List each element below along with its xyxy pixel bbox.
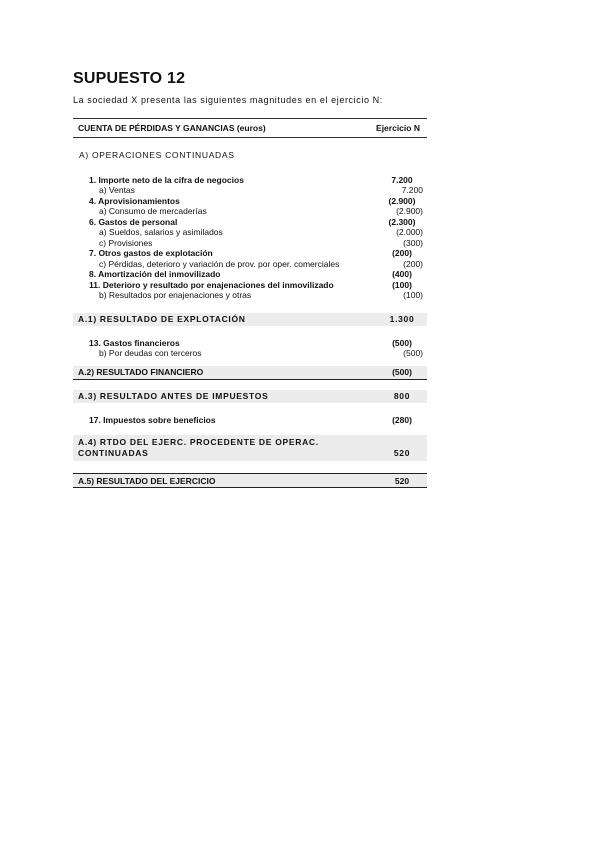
row-label: 8. Amortización del inmovilizado bbox=[89, 269, 221, 279]
page-title: SUPUESTO 12 bbox=[73, 70, 186, 87]
table-row bbox=[73, 290, 427, 301]
row-value: (2.900) bbox=[396, 206, 423, 216]
row-value: 7.200 bbox=[401, 185, 423, 195]
subtotal-a5 bbox=[73, 473, 427, 488]
row-value: (200) bbox=[392, 248, 412, 258]
subtotal-label: A.5) RESULTADO DEL EJERCICIO bbox=[78, 475, 216, 486]
subtotal-a1 bbox=[73, 313, 427, 326]
table-row bbox=[73, 280, 427, 291]
row-value: (2.900) bbox=[388, 195, 416, 206]
row-value: (2.300) bbox=[388, 216, 416, 227]
table-header bbox=[73, 118, 427, 138]
row-label: b) Por deudas con terceros bbox=[99, 348, 202, 358]
row-value: (2.000) bbox=[396, 227, 423, 237]
row-label: 1. Importe neto de la cifra de negocios bbox=[89, 174, 244, 185]
table-row bbox=[73, 196, 427, 207]
table-row bbox=[73, 185, 427, 196]
subtotal-label: A.3) RESULTADO ANTES DE IMPUESTOS bbox=[78, 391, 269, 401]
row-label: 11. Deterioro y resultado por enajenaciones del inmovilizado bbox=[89, 279, 334, 290]
subtotal-value: 520 bbox=[393, 448, 411, 458]
table-row bbox=[73, 175, 427, 186]
row-value: (200) bbox=[403, 258, 423, 269]
table-row bbox=[73, 348, 427, 359]
subtotal-label-line-2: CONTINUADAS bbox=[78, 448, 149, 458]
row-label: a) Consumo de mercaderías bbox=[99, 206, 207, 216]
table-row bbox=[73, 338, 427, 349]
subtotal-a2 bbox=[73, 366, 427, 380]
subtotal-label: A.1) RESULTADO DE EXPLOTACIÓN bbox=[78, 314, 246, 324]
row-value: 7.200 bbox=[391, 174, 413, 185]
row-value: (100) bbox=[392, 279, 412, 290]
subtotal-value: 520 bbox=[394, 475, 410, 486]
row-value: (500) bbox=[392, 337, 412, 348]
table-row bbox=[73, 238, 427, 249]
subtotal-value: 1.300 bbox=[389, 314, 415, 324]
row-value: (500) bbox=[403, 348, 423, 358]
income-statement-table bbox=[73, 118, 427, 488]
row-label: a) Sueldos, salarios y asimilados bbox=[99, 227, 223, 237]
row-value: (100) bbox=[403, 290, 423, 300]
row-value: (300) bbox=[403, 237, 423, 248]
table-row bbox=[73, 227, 427, 238]
subtotal-value: (500) bbox=[392, 367, 412, 377]
section-a-title bbox=[73, 150, 427, 161]
row-label: 4. Aprovisionamientos bbox=[89, 195, 180, 206]
subtotal-a4 bbox=[73, 435, 427, 461]
table-row bbox=[73, 217, 427, 228]
section-a-label: A) OPERACIONES CONTINUADAS bbox=[79, 150, 235, 160]
row-label: 17. Impuestos sobre beneficios bbox=[89, 414, 216, 425]
row-value: (280) bbox=[392, 414, 412, 425]
subtotal-value: 800 bbox=[393, 391, 411, 401]
intro-text: La sociedad X presenta las siguientes magnitudes en el ejercicio N: bbox=[73, 95, 383, 105]
row-label: 7. Otros gastos de explotación bbox=[89, 248, 213, 258]
table-row bbox=[73, 259, 427, 270]
subtotal-label: A.2) RESULTADO FINANCIERO bbox=[78, 367, 204, 377]
row-label: c) Provisiones bbox=[99, 237, 153, 248]
row-label: 13. Gastos financieros bbox=[89, 337, 180, 348]
subtotal-a3 bbox=[73, 390, 427, 403]
row-label: c) Pérdidas, deterioro y variación de prov. por oper. comerciales bbox=[99, 258, 340, 269]
header-label: CUENTA DE PÉRDIDAS Y GANANCIAS (euros) bbox=[78, 123, 266, 133]
table-row bbox=[73, 269, 427, 280]
row-label: 6. Gastos de personal bbox=[89, 216, 178, 227]
row-label: a) Ventas bbox=[99, 185, 135, 195]
table-row bbox=[73, 248, 427, 259]
subtotal-label-line-1: A.4) RTDO DEL EJERC. PROCEDENTE DE OPERAC. bbox=[78, 437, 319, 447]
row-label: b) Resultados por enajenaciones y otras bbox=[99, 290, 252, 300]
header-year: Ejercicio N bbox=[376, 123, 420, 133]
row-value: (400) bbox=[392, 269, 412, 279]
table-row bbox=[73, 415, 427, 426]
table-row bbox=[73, 206, 427, 217]
